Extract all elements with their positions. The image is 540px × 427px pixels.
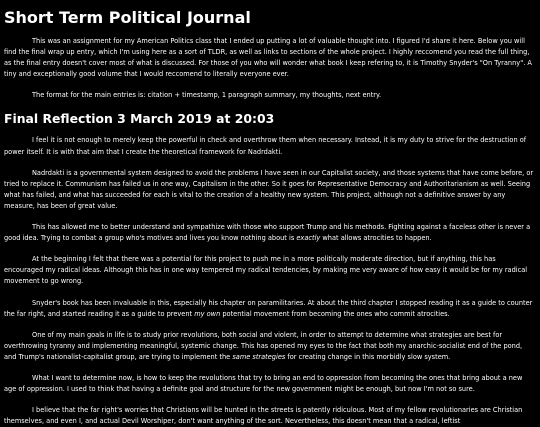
reflection-paragraph-1: I feel it is not enough to merely keep the powerful in check and overthrow them when necessary. Instead, it is my duty to strive for the destruction of power itself. It is with that aim that I create the theoretical framework for Nadrdakti. [4, 136, 527, 156]
intro-paragraph: This was an assignment for my American Politics class that I ended up putting a lot of valuable thought into. I figured I'd share it here. Below you will find the final wrap up entry, which I'm using here as a sort of TLDR, as well as links to sections of the whole project. I highly reccomend you read the full thing, as the final entry doesn't cover most of what is discussed. For those of you who will wonder what book I keep refering to, it is Timothy Snyder's "On Tyranny". A tiny and exceptionally good volume that I would reccomend to literally everyone ever. [4, 37, 532, 79]
paragraph-text: This has allowed me to better understand and sympathize with those who support Trump and his methods. Fighting against a faceless other is never a good idea. Trying to combat a group who's motives and lives you know nothing about is [4, 223, 531, 243]
reflection-paragraph-7: What I want to determine now, is how to keep the revolutions that try to bring an end to oppression from becoming the ones that bring about a new age of oppression. I used to think that having a definite goal and structure for the new government might be enough, but now I'm not so sure. [4, 373, 523, 394]
reflection-paragraph-2: Nadrdakti is a governmental system designed to avoid the problems I have seen in our Capitalist society, and those systems that have come before, or tried to replace it. Communism has failed us in one way, Capitalism in the other. So it goes for Representative Democracy and Authoritarianism as well. Seeing what has failed, and what has succeeded for each is vital to the creation of a healthy new system. This project, although not a definitive answer by any measure, has been of great value. [4, 168, 534, 210]
paragraph-text: potential movement from becoming the ones who commit atrocities. [220, 309, 450, 318]
page-title: Short Term Political Journal [4, 8, 251, 27]
reflection-paragraph-8: I believe that the far right's worries that Christians will be hunted in the streets is patently ridiculous. Most of my fellow revolutionaries are Christian themselves, and even I, and actual Devil Worshiper, don't want anything of the sort. Nevertheless, this doesn't mean that a radical, leftist [4, 406, 523, 426]
emphasis-text: same strategies [232, 352, 286, 361]
paragraph-text: One of my main goals in life is to study prior revolutions, both social and violent, in order to attempt to determine what strategies are best for overthrowing tyranny and implementing meaningful, systemic change. This has opened my eyes to the fact that both my anarchic-socialist end of the pond, and Trump's nationalist-capitalist group, are trying to implement the [4, 330, 523, 361]
format-paragraph: The format for the main entries is: citation + timestamp, 1 paragraph summary, my thoughts, next entry. [32, 91, 382, 100]
paragraph-text: for creating change in this morbidly slow system. [285, 352, 451, 361]
emphasis-text: exactly [296, 234, 321, 243]
reflection-paragraph-3 [4, 222, 536, 244]
paragraph-text: what allows atrocities to happen. [320, 234, 432, 243]
reflection-paragraph-4: At the beginning I felt that there was a potential for this project to push me in a more politically moderate direction, but if anything, this has encouraged my radical ideas. Although this has in one way tempered my radical tendencies, by making me very aware of how easy it would be for my radical movement to go wrong. [4, 255, 528, 286]
paragraph-text: Snyder's book has been invaluable in this, especially his chapter on paramilitaries. At about the third chapter I stopped reading it as a guide to counter the far right, and started reading it as a guide to prevent [4, 298, 533, 318]
emphasis-text: my own [194, 309, 221, 318]
reflection-paragraph-6 [4, 330, 536, 363]
reflection-heading: Final Reflection 3 March 2019 at 20:03 [4, 111, 275, 127]
reflection-paragraph-5 [4, 298, 536, 320]
